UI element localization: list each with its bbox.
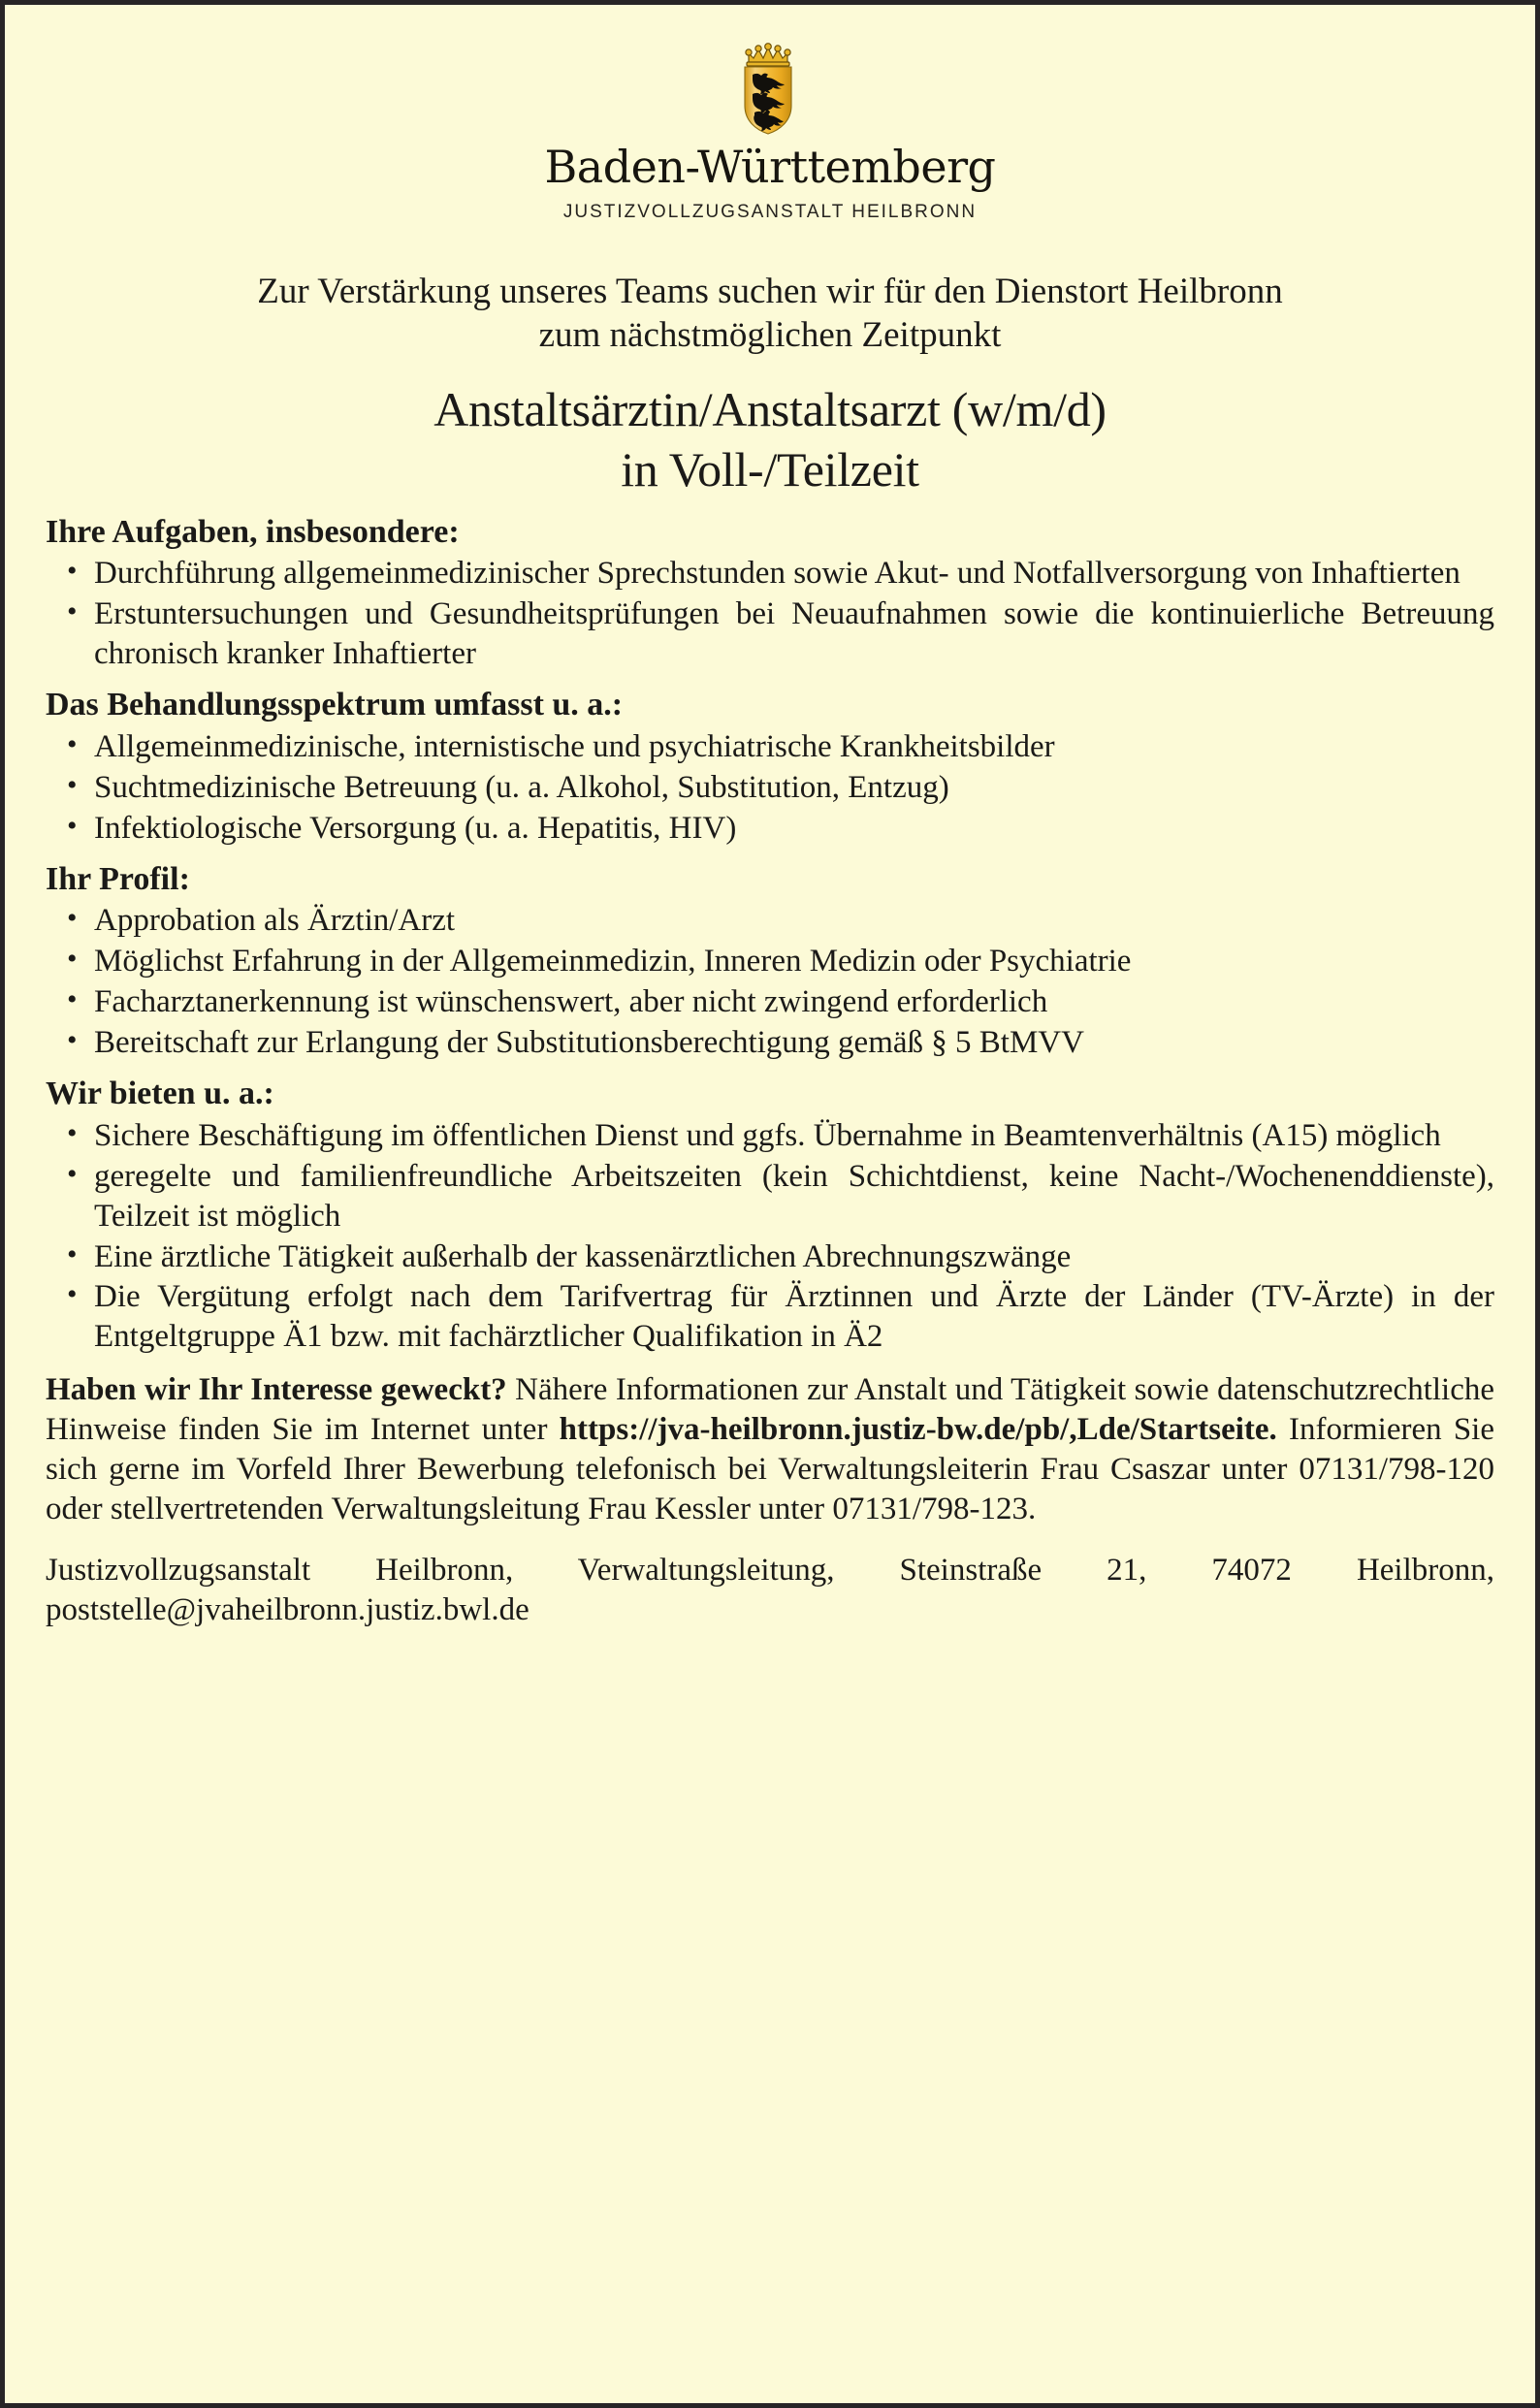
intro-line-2: zum nächstmöglichen Zeitpunkt bbox=[538, 315, 1002, 356]
list-item: • Approbation als Ärztin/Arzt bbox=[46, 901, 1494, 941]
list-item: • Erstuntersuchungen und Gesundheitsprüfungen bei Neuaufnahmen sowie die kontinuierliche Betreuung chronisch kranker Inhaftierter bbox=[46, 594, 1494, 674]
closing-paragraph bbox=[46, 1370, 1494, 1529]
list-item: • Möglichst Erfahrung in der Allgemeinmedizin, Inneren Medizin oder Psychiatrie bbox=[46, 942, 1494, 981]
address-block: Justizvollzugsanstalt Heilbronn, Verwaltungsleitung, Steinstraße 21, 74072 Heilbronn, poststelle@jvaheilbronn.justiz.bwl.de bbox=[46, 1552, 1494, 1628]
list-item: • Durchführung allgemeinmedizinischer Sprechstunden sowie Akut- und Notfallversorgung von Inhaftierten bbox=[46, 554, 1494, 594]
list-item: • geregelte und familienfreundliche Arbeitszeiten (kein Schichtdienst, keine Nacht-/Wochenenddienste), Teilzeit ist möglich bbox=[46, 1157, 1494, 1236]
job-title-line-2: in Voll-/Teilzeit bbox=[621, 441, 919, 497]
section-list-aufgaben bbox=[46, 554, 1494, 674]
list-item: • Allgemeinmedizinische, internistische und psychiatrische Krankheitsbilder bbox=[46, 727, 1494, 767]
crest-container bbox=[46, 32, 1494, 140]
closing-lead: Haben wir Ihr Interesse geweckt? bbox=[46, 1372, 507, 1408]
sections-container bbox=[46, 513, 1494, 1631]
intro-line-1: Zur Verstärkung unseres Teams suchen wir für den Dienstort Heilbronn bbox=[257, 272, 1283, 312]
website-link[interactable]: https://jva-heilbronn.justiz-bw.de/pb/,Lde/Startseite. bbox=[559, 1412, 1277, 1448]
job-title bbox=[46, 379, 1494, 499]
intro-text bbox=[46, 270, 1494, 357]
list-item: • Sichere Beschäftigung im öffentlichen Dienst und ggfs. Übernahme in Beamtenverhältnis (A15) möglich bbox=[46, 1116, 1494, 1156]
closing-text-after-url: Informieren Sie sich gerne im Vorfeld Ihrer Bewerbung telefonisch bei Verwaltungsleiterin Frau Csaszar unter 07131/798-120 oder stellvertretenden Verwaltungsleitung Frau Kessler unter 07131/798-123. bbox=[46, 1412, 1494, 1526]
page-inner bbox=[5, 5, 1535, 2403]
baden-wuerttemberg-coat-of-arms-icon bbox=[725, 38, 815, 135]
section-heading-aufgaben: Ihre Aufgaben, insbesondere: bbox=[46, 513, 460, 550]
list-item: • Facharztanerkennung ist wünschenswert, aber nicht zwingend erforderlich bbox=[46, 982, 1494, 1022]
section-list-wir-bieten bbox=[46, 1116, 1494, 1357]
section-list-profil bbox=[46, 901, 1494, 1063]
list-item: • Infektiologische Versorgung (u. a. Hepatitis, HIV) bbox=[46, 809, 1494, 849]
job-title-line-1: Anstaltsärztin/Anstaltsarzt (w/m/d) bbox=[433, 381, 1107, 436]
section-heading-behandlungsspektrum: Das Behandlungsspektrum umfasst u. a.: bbox=[46, 687, 624, 723]
section-heading-wir-bieten: Wir bieten u. a.: bbox=[46, 1076, 274, 1111]
institution-name: JUSTIZVOLLZUGSANSTALT HEILBRONN bbox=[562, 202, 978, 223]
section-heading-profil: Ihr Profil: bbox=[46, 860, 190, 897]
list-item: • Bereitschaft zur Erlangung der Substitutionsberechtigung gemäß § 5 BtMVV bbox=[46, 1023, 1494, 1063]
list-item: • Die Vergütung erfolgt nach dem Tarifvertrag für Ärztinnen und Ärzte der Länder (TV-Ärzte) in der Entgeltgruppe Ä1 bzw. mit fachärztlicher Qualifikation in Ä2 bbox=[46, 1277, 1494, 1357]
closing-text-before-url: Nähere Informationen zur Anstalt und Tätigkeit sowie datenschutzrechtliche Hinweise finden Sie im Internet unter bbox=[46, 1372, 1494, 1448]
section-list-behandlungsspektrum bbox=[46, 727, 1494, 849]
list-item: • Suchtmedizinische Betreuung (u. a. Alkohol, Substitution, Entzug) bbox=[46, 768, 1494, 808]
list-item: • Eine ärztliche Tätigkeit außerhalb der kassenärztlichen Abrechnungszwänge bbox=[46, 1237, 1494, 1277]
state-name: Baden-Württemberg bbox=[544, 141, 996, 193]
